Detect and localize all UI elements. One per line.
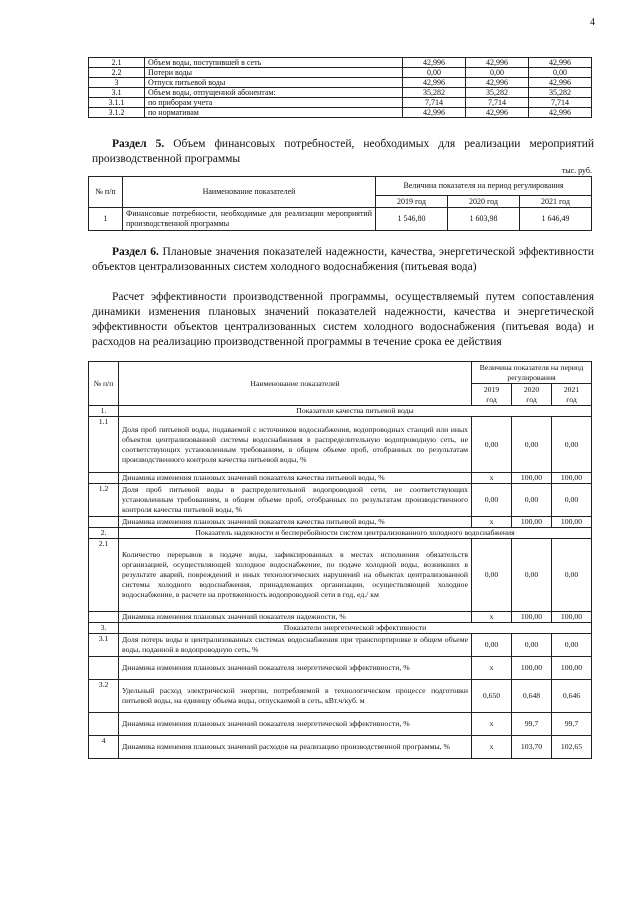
table-row (89, 78, 592, 88)
value-2020: 0,00 (512, 539, 552, 612)
header-num: № п/п (89, 362, 119, 406)
table-row (89, 657, 592, 680)
header-year-2021: 2021 год (552, 384, 592, 406)
value-2020: 7,714 (466, 98, 529, 108)
value-2021: 100,00 (552, 517, 592, 528)
value-2021: 0,00 (529, 68, 592, 78)
value-2019: 42,996 (403, 108, 466, 118)
value-2019: x (472, 657, 512, 680)
table-row (89, 208, 592, 231)
value-2020: 0,00 (512, 484, 552, 517)
value-2019: x (472, 736, 512, 759)
value-2020: 35,282 (466, 88, 529, 98)
unit-label: тыс. руб. (561, 166, 592, 175)
value-2021: 0,00 (552, 484, 592, 517)
table-row (89, 417, 592, 473)
table-row (89, 736, 592, 759)
row-number: 3.1 (89, 88, 145, 98)
value-2021: 100,00 (552, 473, 592, 484)
value-2021: 1 646,49 (520, 208, 592, 231)
row-number: 1.2 (89, 484, 119, 517)
section-number: 2. (89, 528, 119, 539)
value-2019: 0,00 (472, 539, 512, 612)
row-name: Динамика изменения плановых значений показателя качества питьевой воды, % (119, 473, 472, 484)
row-number: 1.1 (89, 417, 119, 473)
value-2020: 0,648 (512, 680, 552, 713)
value-2021: 7,714 (529, 98, 592, 108)
section-title: Показатель надежности и бесперебойности систем централизованного холодного водоснабжения (119, 528, 592, 539)
value-2019: x (472, 612, 512, 623)
row-name: по приборам учета (145, 98, 403, 108)
value-2021: 35,282 (529, 88, 592, 98)
row-number: 3.1.2 (89, 108, 145, 118)
row-number: 4 (89, 736, 119, 759)
value-2021: 100,00 (552, 657, 592, 680)
header-name: Наименование показателей (119, 362, 472, 406)
value-2020: 42,996 (466, 58, 529, 68)
row-name: Отпуск питьевой воды (145, 78, 403, 88)
value-2021: 42,996 (529, 58, 592, 68)
value-2021: 42,996 (529, 108, 592, 118)
table-row (89, 473, 592, 484)
row-name: Динамика изменения плановых значений показателя качества питьевой воды, % (119, 517, 472, 528)
header-year-2020: 2020 год (512, 384, 552, 406)
section-title: Показатели энергетической эффективности (119, 623, 592, 634)
table-row (89, 68, 592, 78)
row-name: Объем воды, отпущенной абонентам: (145, 88, 403, 98)
row-number: 3.1 (89, 634, 119, 657)
header-year-2019: 2019 год (472, 384, 512, 406)
row-number: 2.2 (89, 68, 145, 78)
table-row (89, 713, 592, 736)
header-num: № п/п (89, 177, 123, 208)
value-2020: 0,00 (512, 417, 552, 473)
value-2021: 100,00 (552, 612, 592, 623)
row-name: Доля проб питьевой воды в распределительной водопроводной сети, не соответствующих установленным требованиям, в общем объеме проб, отобранных по результатам производственного контроля качества питьевой воды, % (119, 484, 472, 517)
value-2019: 0,650 (472, 680, 512, 713)
section-row (89, 623, 592, 634)
section5-label: Раздел 5. (112, 138, 165, 150)
value-2019: 1 546,80 (376, 208, 448, 231)
section-row (89, 528, 592, 539)
row-name: Доля потерь воды в централизованных системах водоснабжения при транспортировке в общем объеме воды, поданной в водопроводную сеть, % (119, 634, 472, 657)
section5-heading (92, 137, 594, 167)
value-2019: x (472, 713, 512, 736)
table-row (89, 680, 592, 713)
financial-needs-table (88, 176, 592, 231)
row-name: по нормативам (145, 108, 403, 118)
value-2019: 0,00 (472, 484, 512, 517)
value-2020: 0,00 (466, 68, 529, 78)
table-row (89, 88, 592, 98)
row-name: Динамика изменения плановых значений показателя надежности, % (119, 612, 472, 623)
row-name: Финансовые потребности, необходимые для реализации мероприятий производственной программы (123, 208, 376, 231)
section-row (89, 406, 592, 417)
table-row (89, 539, 592, 612)
value-2020: 100,00 (512, 517, 552, 528)
row-name: Динамика изменения плановых значений показателя энергетической эффективности, % (119, 657, 472, 680)
section6-label: Раздел 6. (112, 246, 159, 258)
value-2021: 102,65 (552, 736, 592, 759)
value-2019: 7,714 (403, 98, 466, 108)
value-2020: 100,00 (512, 473, 552, 484)
row-number: 2.1 (89, 539, 119, 612)
table-row (89, 98, 592, 108)
section-title: Показатели качества питьевой воды (119, 406, 592, 417)
value-2019: 42,996 (403, 58, 466, 68)
value-2021: 0,00 (552, 539, 592, 612)
page-number: 4 (590, 17, 595, 28)
value-2019: 0,00 (403, 68, 466, 78)
value-2019: 42,996 (403, 78, 466, 88)
section6-paragraph: Расчет эффективности производственной программы, осуществляемый путем сопоставления динамики изменения плановых значений показателей надежности, качества и энергетической эффективности объектов централизованных систем холодного водоснабжения (питьевая вода) и расходов на реализацию производственной программы в течение срока ее действия (92, 291, 594, 348)
value-2020: 0,00 (512, 634, 552, 657)
row-number: 3.1.1 (89, 98, 145, 108)
section6-title: Плановые значения показателей надежности, качества, энергетической эффективности объектов централизованных систем холодного водоснабжения (питьевая вода) (92, 246, 595, 273)
table-row (89, 517, 592, 528)
row-name: Динамика изменения плановых значений расходов на реализацию производственной программы, % (119, 736, 472, 759)
indicators-table (88, 361, 592, 759)
row-number: 3 (89, 78, 145, 88)
header-year-2020: 2020 год (448, 196, 520, 208)
value-2019: x (472, 517, 512, 528)
row-number: 1 (89, 208, 123, 231)
section6-heading (92, 245, 594, 275)
table-row (89, 634, 592, 657)
value-2019: 0,00 (472, 634, 512, 657)
row-name: Потери воды (145, 68, 403, 78)
row-number: 3.2 (89, 680, 119, 713)
water-balance-table (88, 57, 592, 118)
value-2020: 103,70 (512, 736, 552, 759)
header-value: Величина показателя на период регулирования (472, 362, 592, 384)
table-row (89, 108, 592, 118)
value-2020: 100,00 (512, 657, 552, 680)
value-2019: x (472, 473, 512, 484)
value-2020: 100,00 (512, 612, 552, 623)
value-2020: 42,996 (466, 108, 529, 118)
value-2019: 35,282 (403, 88, 466, 98)
row-number: 2.1 (89, 58, 145, 68)
header-value: Величина показателя на период регулирования (376, 177, 592, 196)
row-name: Количество перерывов в подаче воды, зафиксированных в местах исполнения обязательств организацией, осуществляющей холодное водоснабжение, по подаче холодной воды, возникших в результате аварий, повреждений и иных технологических нарушений на объектах централизованной системы холодного водоснабжения, принадлежащих организации, осуществляющей холодное водоснабжение, в расчете на протяженность водопроводной сети в год, ед./ км (119, 539, 472, 612)
value-2021: 0,646 (552, 680, 592, 713)
section5-title: Объем финансовых потребностей, необходимых для реализации мероприятий производственной программы (92, 138, 595, 165)
table-row (89, 58, 592, 68)
value-2021: 42,996 (529, 78, 592, 88)
value-2021: 0,00 (552, 417, 592, 473)
value-2020: 1 603,98 (448, 208, 520, 231)
value-2021: 0,00 (552, 634, 592, 657)
table-row (89, 484, 592, 517)
row-name: Динамика изменения плановых значений показателя энергетической эффективности, % (119, 713, 472, 736)
header-name: Наименование показателей (123, 177, 376, 208)
value-2020: 99,7 (512, 713, 552, 736)
section-number: 1. (89, 406, 119, 417)
value-2020: 42,996 (466, 78, 529, 88)
header-year-2021: 2021 год (520, 196, 592, 208)
value-2019: 0,00 (472, 417, 512, 473)
row-name: Объем воды, поступившей в сеть (145, 58, 403, 68)
table-row (89, 612, 592, 623)
value-2021: 99,7 (552, 713, 592, 736)
row-name: Доля проб питьевой воды, подаваемой с источников водоснабжения, водопроводных станций или иных объектов централизованной системы водоснабжения в распределительную водопроводную сеть, не соответствующих установленным требованиям, в общем объеме проб, отобранных по результатам производственного контроля качества питьевой воды, % (119, 417, 472, 473)
header-year-2019: 2019 год (376, 196, 448, 208)
row-name: Удельный расход электрической энергии, потребляемой в технологическом процессе подготовки питьевой воды, на единицу объема воды, отпускаемой в сеть, кВт.ч/куб. м (119, 680, 472, 713)
section-number: 3. (89, 623, 119, 634)
